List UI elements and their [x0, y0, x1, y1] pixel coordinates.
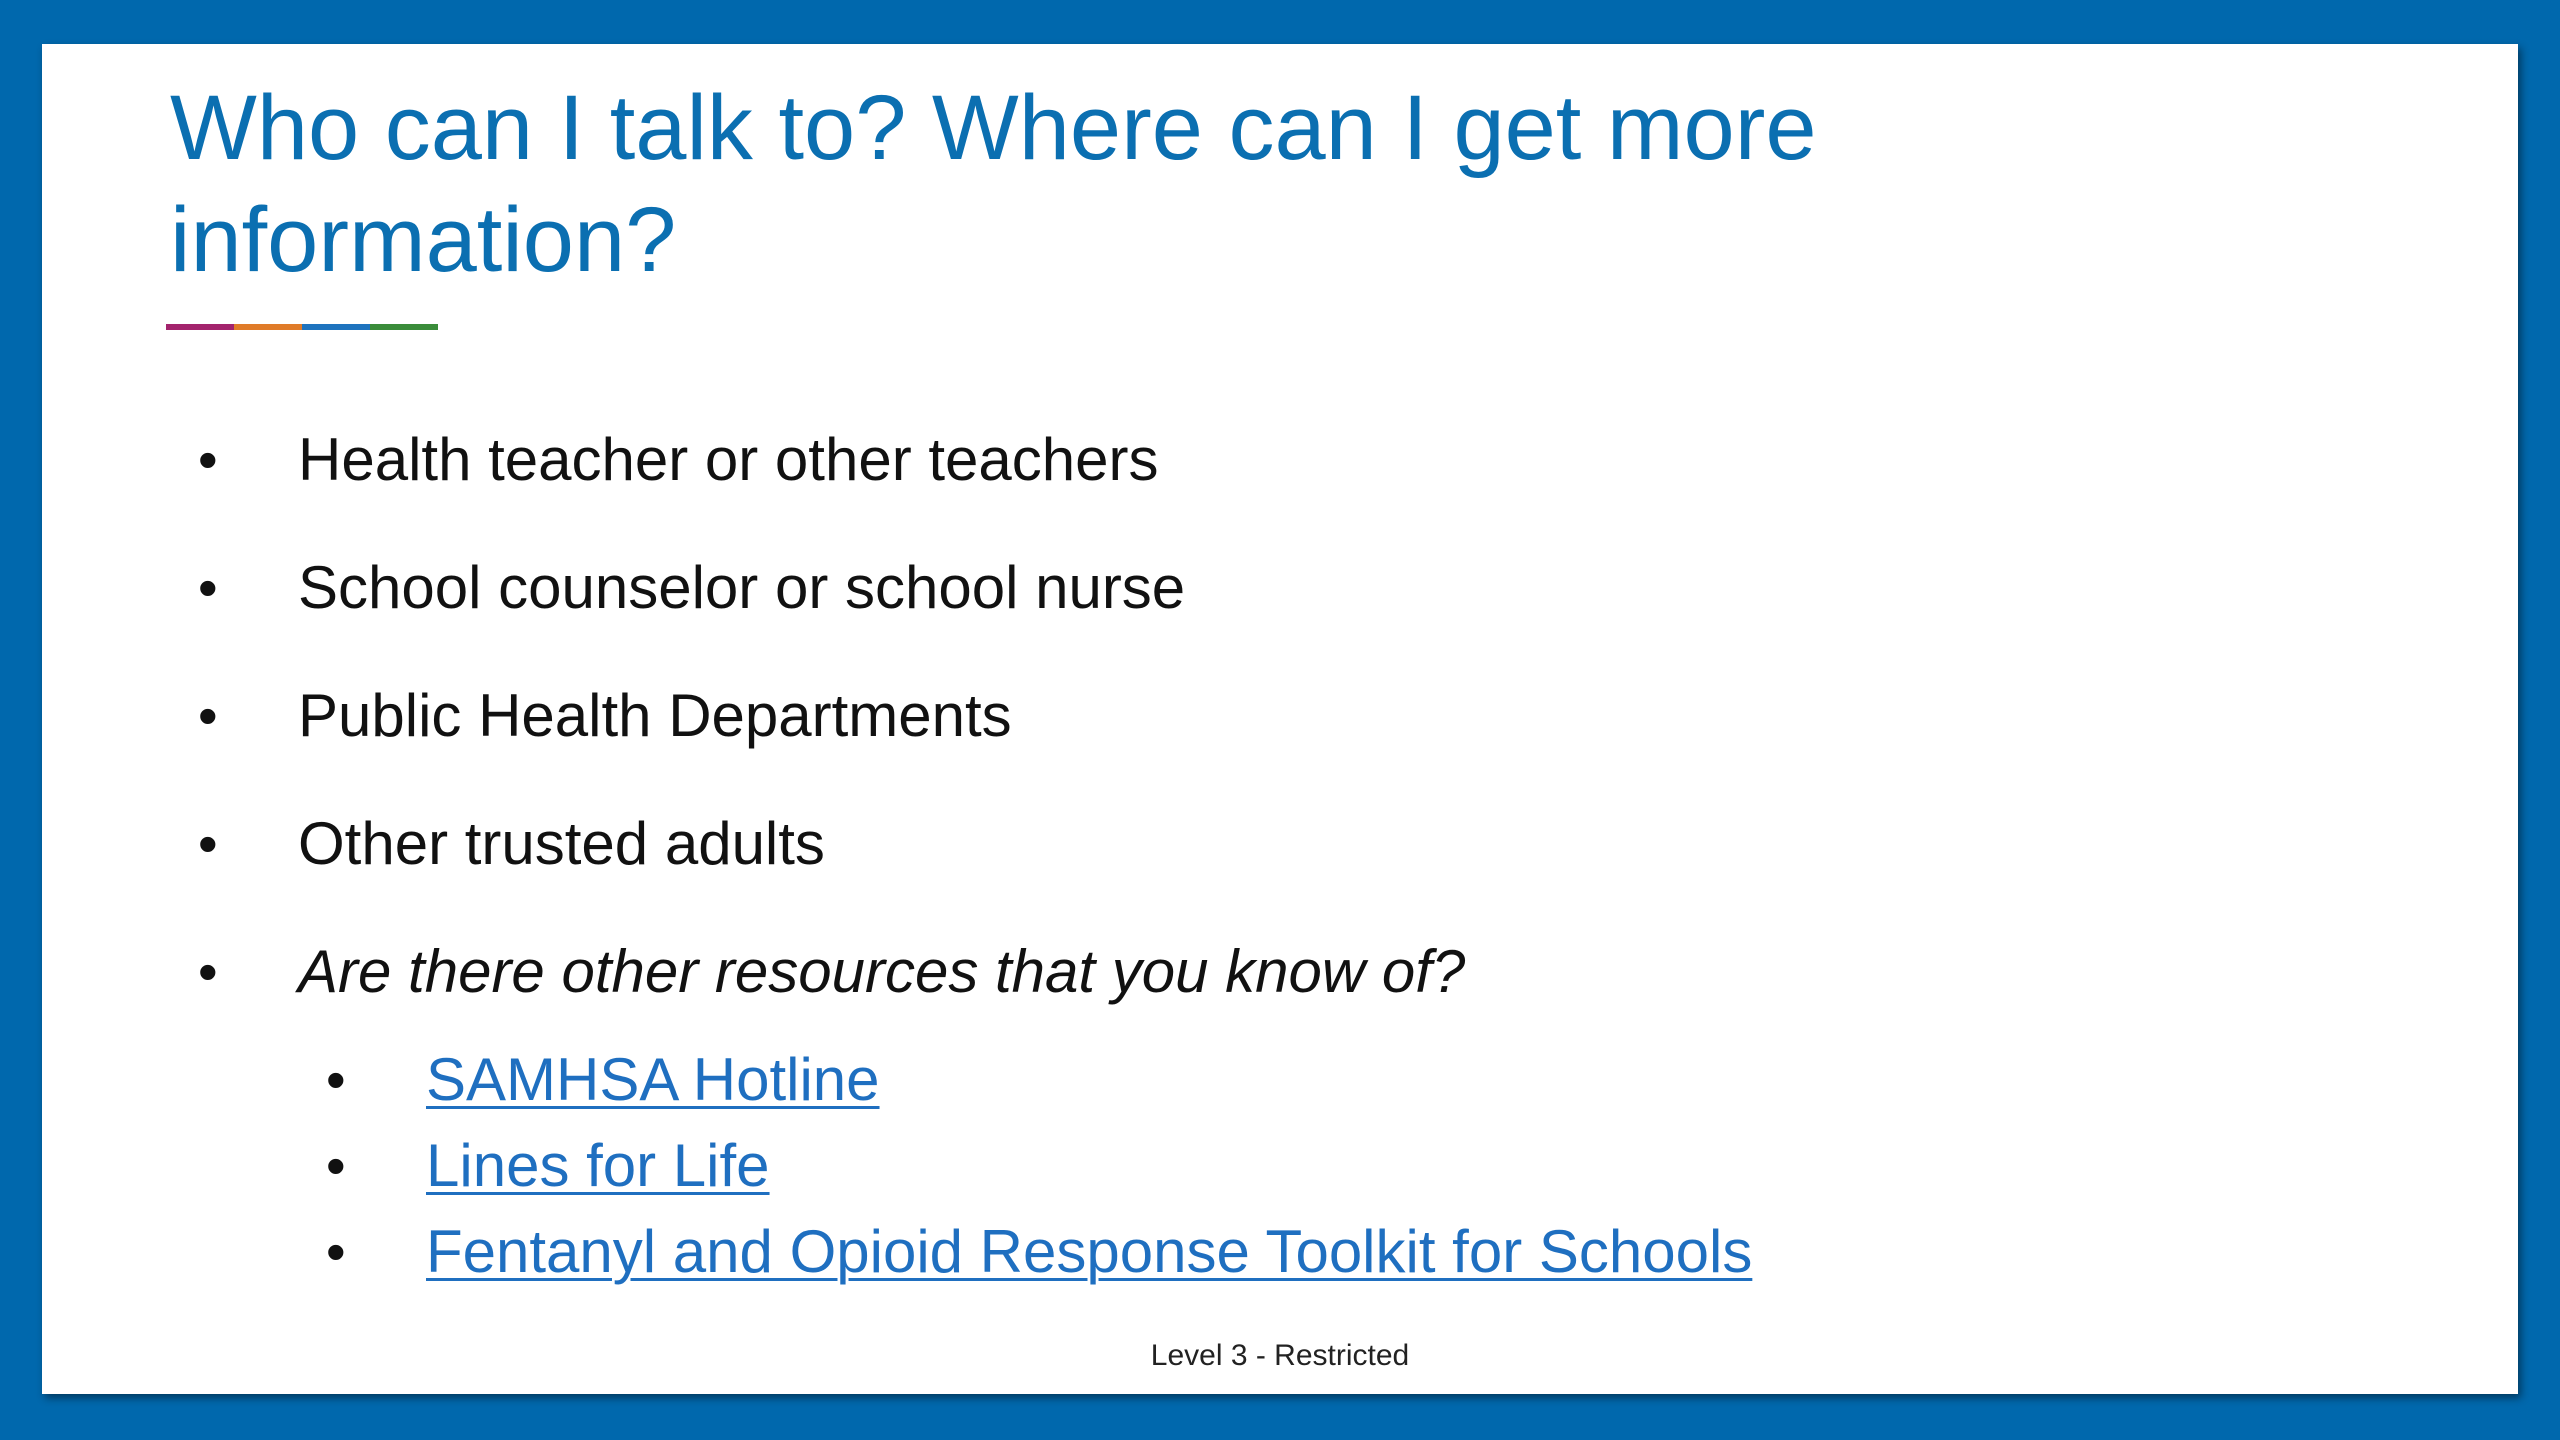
- fentanyl-toolkit-link[interactable]: Fentanyl and Opioid Response Toolkit for Schools: [426, 1218, 1753, 1285]
- slide: [42, 44, 2518, 1394]
- bullet-text: Public Health Departments: [298, 682, 1012, 749]
- bullet-icon: •: [198, 428, 218, 491]
- bullet-list: [42, 424, 2442, 1064]
- bullet-text: School counselor or school nurse: [298, 554, 1186, 621]
- accent-segment-orange: [234, 324, 302, 330]
- resource-link-item: [42, 1044, 2442, 1130]
- bullet-item: [42, 680, 2442, 808]
- title-accent-rule: [166, 324, 438, 330]
- bullet-icon: •: [326, 1220, 346, 1283]
- bullet-icon: •: [326, 1134, 346, 1197]
- bullet-text: Health teacher or other teachers: [298, 426, 1159, 493]
- resource-link-list: [42, 1044, 2442, 1302]
- bullet-text: Other trusted adults: [298, 810, 825, 877]
- accent-segment-magenta: [166, 324, 234, 330]
- accent-segment-green: [370, 324, 438, 330]
- bullet-item: [42, 424, 2442, 552]
- bullet-icon: •: [326, 1048, 346, 1111]
- bullet-icon: •: [198, 812, 218, 875]
- classification-footer: Level 3 - Restricted: [1150, 1339, 1410, 1372]
- bullet-icon: •: [198, 940, 218, 1003]
- samhsa-hotline-link[interactable]: SAMHSA Hotline: [426, 1046, 880, 1113]
- accent-segment-blue: [302, 324, 370, 330]
- bullet-item: [42, 808, 2442, 936]
- slide-title: Who can I talk to? Where can I get more information?: [170, 77, 1817, 291]
- bullet-icon: •: [198, 556, 218, 619]
- bullet-text-question: Are there other resources that you know of?: [298, 938, 1466, 1005]
- bullet-icon: •: [198, 684, 218, 747]
- resource-link-item: [42, 1130, 2442, 1216]
- lines-for-life-link[interactable]: Lines for Life: [426, 1132, 770, 1199]
- resource-link-item: [42, 1216, 2442, 1302]
- bullet-item: [42, 552, 2442, 680]
